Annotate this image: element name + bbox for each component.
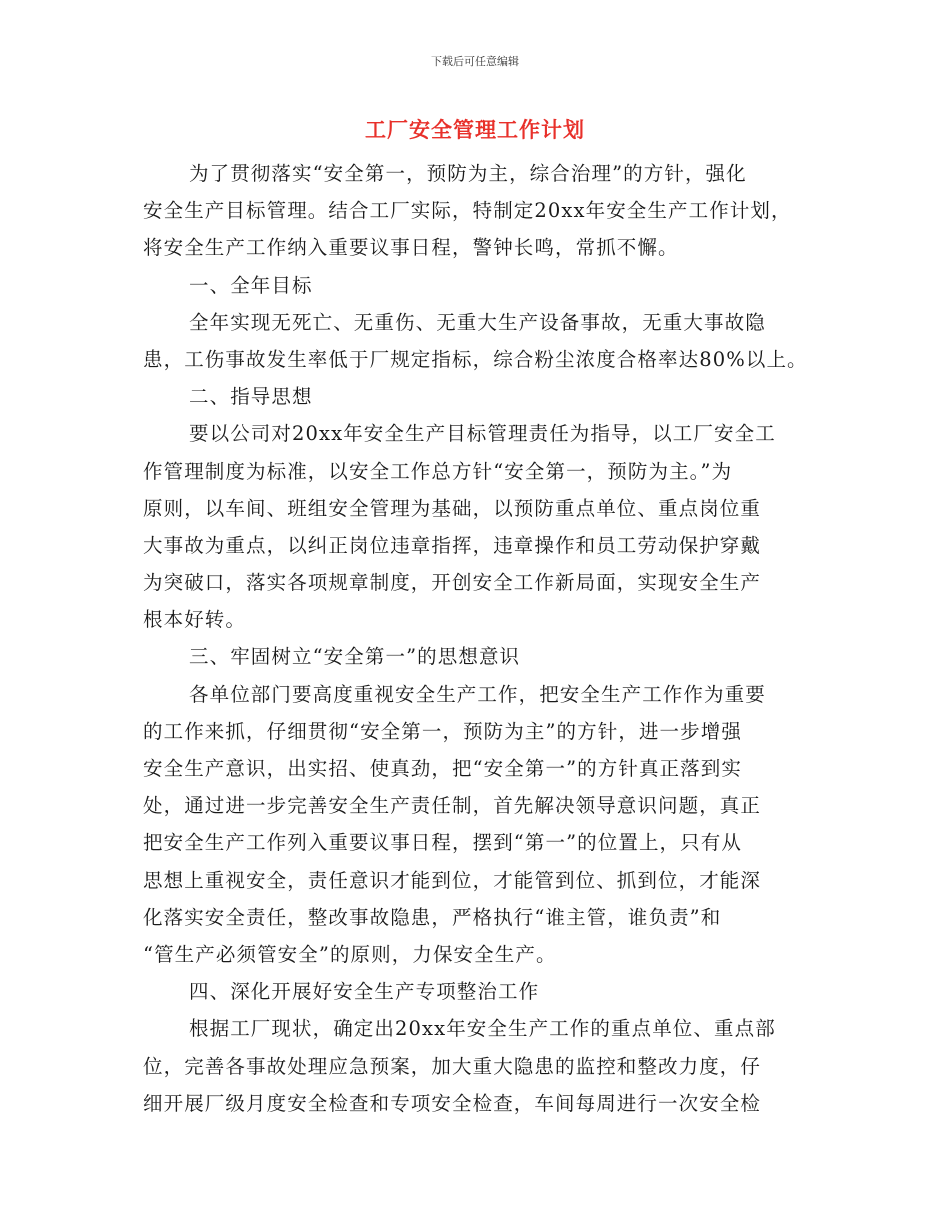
paragraph-line: 大事故为重点，以纠正岗位违章指挥，违章操作和员工劳动保护穿戴 — [143, 533, 762, 557]
paragraph-line: 患，工伤事故发生率低于厂规定指标，综合粉尘浓度合格率达80%以上。 — [143, 347, 808, 371]
paragraph-line: 各单位部门要高度重视安全生产工作，把安全生产工作作为重要 — [189, 682, 766, 706]
paragraph-line: 位，完善各事故处理应急预案，加大重大隐患的监控和整改力度，仔 — [143, 1054, 762, 1078]
document-body — [143, 159, 843, 1126]
paragraph-line: 原则，以车间、班组安全管理为基础，以预防重点单位、重点岗位重 — [143, 496, 762, 520]
paragraph-line: 把安全生产工作列入重要议事日程，摆到“第一”的位置上，只有从 — [143, 831, 742, 855]
paragraph-line: “管生产必须管安全”的原则，力保安全生产。 — [143, 942, 557, 966]
document-title: 工厂安全管理工作计划 — [365, 118, 585, 142]
paragraph-line: 思想上重视安全，责任意识才能到位，才能管到位、抓到位，才能深 — [143, 868, 762, 892]
paragraph-line: 安全生产意识，出实招、使真劲，把“安全第一”的方针真正落到实 — [143, 757, 742, 780]
paragraph-line: 根本好转。 — [143, 608, 247, 632]
paragraph-line: 化落实安全责任，整改事故隐患，严格执行“谁主管，谁负责”和 — [143, 905, 722, 929]
paragraph-line: 的工作来抓，仔细贯彻“安全第一，预防为主”的方针，进一步增强 — [143, 719, 742, 743]
paragraph-line: 处，通过进一步完善安全生产责任制，首先解决领导意识问题，真正 — [143, 794, 762, 818]
paragraph-line: 要以公司对20xx年安全生产目标管理责任为指导，以工厂安全工 — [189, 422, 776, 446]
section-heading-2: 二、指导思想 — [189, 385, 313, 409]
paragraph-line: 为突破口，落实各项规章制度，开创安全工作新局面，实现安全生产 — [143, 571, 762, 595]
section-heading-1: 一、全年目标 — [189, 273, 313, 297]
paragraph-line: 安全生产目标管理。结合工厂实际，特制定20xx年安全生产工作计划， — [143, 199, 792, 223]
paragraph-line: 全年实现无死亡、无重伤、无重大生产设备事故，无重大事故隐 — [189, 310, 766, 334]
paragraph-line: 根据工厂现状，确定出20xx年安全生产工作的重点单位、重点部 — [189, 1017, 776, 1041]
section-heading-3: 三、牢固树立“安全第一”的思想意识 — [189, 645, 521, 669]
download-note: 下载后可任意编辑 — [431, 55, 519, 68]
paragraph-line: 细开展厂级月度安全检查和专项安全检查，车间每周进行一次安全检 — [143, 1091, 762, 1115]
paragraph-line: 作管理制度为标准，以安全工作总方针“安全第一，预防为主。”为 — [143, 459, 733, 483]
paragraph-line: 将安全生产工作纳入重要议事日程，警钟长鸣，常抓不懈。 — [143, 236, 679, 260]
section-heading-4: 四、深化开展好安全生产专项整治工作 — [189, 980, 540, 1004]
paragraph-line: 为了贯彻落实“安全第一，预防为主，综合治理”的方针，强化 — [189, 162, 747, 185]
